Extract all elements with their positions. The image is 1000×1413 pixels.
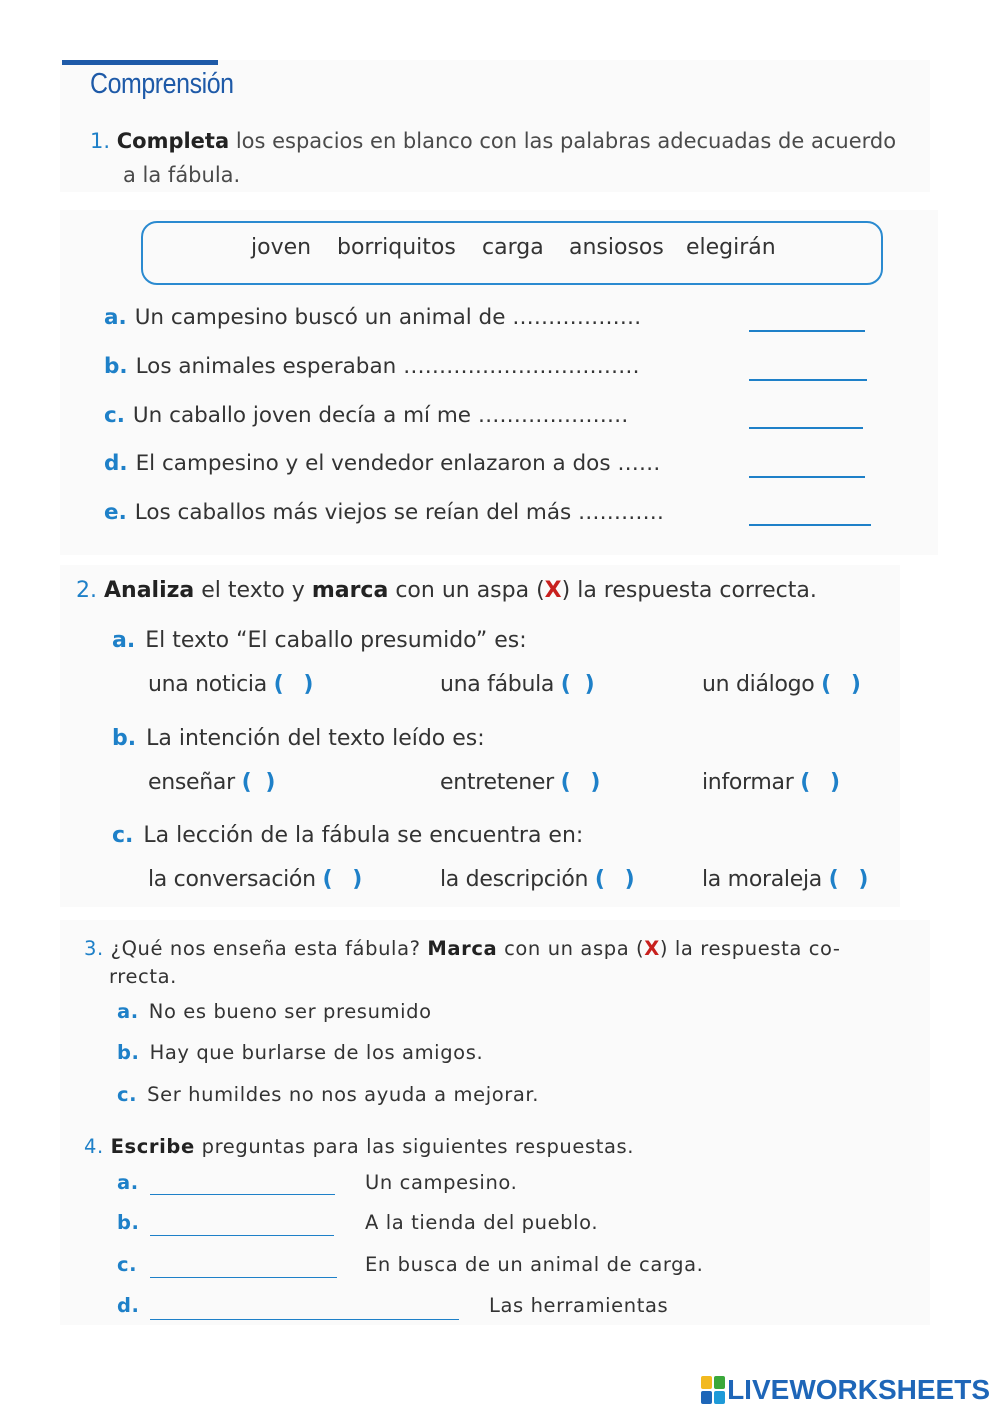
part-text: El texto “El caballo presumido” es: — [145, 628, 527, 653]
option-checkbox[interactable] — [702, 867, 868, 892]
q3-option-b[interactable] — [117, 1041, 483, 1064]
question-4-text: preguntas para las siguientes respuestas. — [194, 1135, 635, 1158]
q2-part-b — [112, 726, 485, 751]
q1-answer-line-e[interactable] — [749, 524, 871, 526]
q1-answer-line-a[interactable] — [749, 330, 865, 332]
q1-item-e — [104, 500, 664, 525]
question-2-text: ) la respuesta correcta. — [561, 578, 817, 603]
paren: ) — [265, 770, 276, 795]
option-checkbox[interactable] — [148, 867, 362, 892]
q1-item-a — [104, 305, 641, 330]
item-label: b. — [104, 354, 128, 379]
question-3-text: ¿Qué nos enseña esta fábula? — [110, 937, 428, 960]
q4-row-label-a — [117, 1171, 139, 1194]
option-label: c. — [117, 1083, 138, 1106]
paren: ) — [590, 770, 601, 795]
q4-row-label-b — [117, 1211, 140, 1234]
q4-answer-a: Un campesino. — [365, 1171, 518, 1194]
paren: ( — [594, 867, 605, 892]
question-3-text: con un aspa ( — [497, 937, 645, 960]
option-label: un diálogo — [702, 672, 815, 697]
paren: ( — [560, 770, 571, 795]
item-text: El campesino y el vendedor enlazaron a dos …… — [135, 451, 661, 476]
paren: ( — [241, 770, 252, 795]
question-4-instruction — [84, 1135, 634, 1158]
item-text: Un campesino buscó un animal de ……………… — [134, 305, 642, 330]
option-label: una noticia — [148, 672, 267, 697]
paren: ( — [800, 770, 810, 795]
word-bank-item: carga — [482, 235, 544, 260]
title-accent-bar — [62, 60, 218, 65]
q1-item-c — [104, 403, 628, 428]
paren: ( — [828, 867, 839, 892]
q1-answer-line-d[interactable] — [749, 476, 865, 478]
x-mark: X — [644, 937, 660, 960]
row-label: a. — [117, 1171, 139, 1194]
row-label: b. — [117, 1211, 140, 1234]
paren: ) — [624, 867, 635, 892]
q3-option-a[interactable] — [117, 1000, 432, 1023]
word-bank-item: joven — [251, 235, 312, 260]
option-label: b. — [117, 1041, 140, 1064]
part-text: La intención del texto leído es: — [146, 726, 485, 751]
q4-answer-c: En busca de un animal de carga. — [365, 1253, 704, 1276]
option-label: informar — [702, 770, 794, 795]
paren: ) — [858, 867, 869, 892]
option-checkbox[interactable] — [148, 770, 275, 795]
paren: ( — [273, 672, 284, 697]
item-text: Los caballos más viejos se reían del más ………… — [134, 500, 665, 525]
liveworksheets-brand — [701, 1374, 990, 1406]
option-label: entretener — [440, 770, 554, 795]
brand-name: LIVEWORKSHEETS — [727, 1374, 990, 1405]
q4-row-label-c — [117, 1253, 137, 1276]
option-label: enseñar — [148, 770, 235, 795]
q4-question-line-b[interactable] — [150, 1235, 334, 1236]
question-3-number: 3. — [84, 937, 104, 960]
option-text: Hay que burlarse de los amigos. — [149, 1041, 484, 1064]
option-checkbox[interactable] — [440, 867, 634, 892]
q1-answer-line-c[interactable] — [749, 427, 863, 429]
option-label: la conversación — [148, 867, 316, 892]
question-1-text: los espacios en blanco con las palabras adecuadas de acuerdo — [229, 129, 897, 153]
paren: ( — [322, 867, 333, 892]
question-2-verb2: marca — [311, 578, 389, 603]
paren: ) — [850, 672, 861, 697]
option-checkbox[interactable] — [440, 672, 594, 697]
question-2-text: con un aspa ( — [388, 578, 545, 603]
question-2-text: el texto y — [194, 578, 312, 603]
item-label: e. — [104, 500, 127, 525]
q2-part-c — [112, 823, 583, 848]
question-1-text-line2: a la fábula. — [123, 163, 241, 187]
x-mark: X — [544, 578, 562, 603]
option-label: una fábula — [440, 672, 555, 697]
question-3-instruction — [84, 935, 910, 991]
item-text: Los animales esperaban …………………………… — [135, 354, 640, 379]
question-1-verb: Completa — [116, 129, 230, 153]
question-3-text-line2: rrecta. — [109, 965, 177, 988]
paren: ( — [560, 672, 571, 697]
part-text: La lección de la fábula se encuentra en: — [143, 823, 584, 848]
option-label: a. — [117, 1000, 139, 1023]
question-4-number: 4. — [84, 1135, 104, 1158]
question-1-number: 1. — [90, 129, 111, 153]
question-3-verb: Marca — [427, 937, 498, 960]
row-label: c. — [117, 1253, 138, 1276]
question-4-verb: Escribe — [110, 1135, 195, 1158]
part-label: a. — [112, 628, 136, 653]
item-text: Un caballo joven decía a mí me ………………… — [132, 403, 629, 428]
question-2-instruction — [76, 578, 817, 603]
q1-item-b — [104, 354, 640, 379]
item-label: a. — [104, 305, 127, 330]
option-checkbox[interactable] — [702, 770, 840, 795]
q4-question-line-c[interactable] — [150, 1277, 337, 1278]
q4-answer-d: Las herramientas — [489, 1294, 669, 1317]
question-2-verb: Analiza — [104, 578, 195, 603]
paren: ) — [584, 672, 595, 697]
word-bank-item: elegirán — [686, 235, 776, 260]
q4-answer-b: A la tienda del pueblo. — [365, 1211, 599, 1234]
part-label: b. — [112, 726, 137, 751]
row-label: d. — [117, 1294, 140, 1317]
question-3-text: ) la respuesta co- — [659, 937, 841, 960]
item-label: d. — [104, 451, 128, 476]
item-label: c. — [104, 403, 125, 428]
q2-part-a — [112, 628, 527, 653]
option-label: la descripción — [440, 867, 589, 892]
liveworksheets-logo-icon — [701, 1376, 725, 1404]
q4-question-line-a[interactable] — [150, 1194, 335, 1195]
word-bank-item: ansiosos — [569, 235, 664, 260]
paren: ( — [821, 672, 831, 697]
q1-answer-line-b[interactable] — [749, 379, 867, 381]
option-checkbox[interactable] — [148, 672, 313, 697]
paren: ) — [352, 867, 362, 892]
q4-question-line-d[interactable] — [150, 1319, 459, 1320]
q1-item-d — [104, 451, 660, 476]
option-text: No es bueno ser presumido — [148, 1000, 432, 1023]
q4-row-label-d — [117, 1294, 140, 1317]
option-text: Ser humildes no nos ayuda a mejorar. — [147, 1083, 540, 1106]
option-checkbox[interactable] — [702, 672, 861, 697]
q3-option-c[interactable] — [117, 1083, 539, 1106]
word-bank-item: borriquitos — [337, 235, 456, 260]
paren: ) — [829, 770, 840, 795]
question-2-number: 2. — [76, 578, 97, 603]
question-1-instruction — [90, 124, 920, 192]
paren: ) — [303, 672, 314, 697]
part-label: c. — [112, 823, 134, 848]
option-checkbox[interactable] — [440, 770, 600, 795]
option-label: la moraleja — [702, 867, 822, 892]
page-title: Comprensión — [90, 68, 234, 100]
